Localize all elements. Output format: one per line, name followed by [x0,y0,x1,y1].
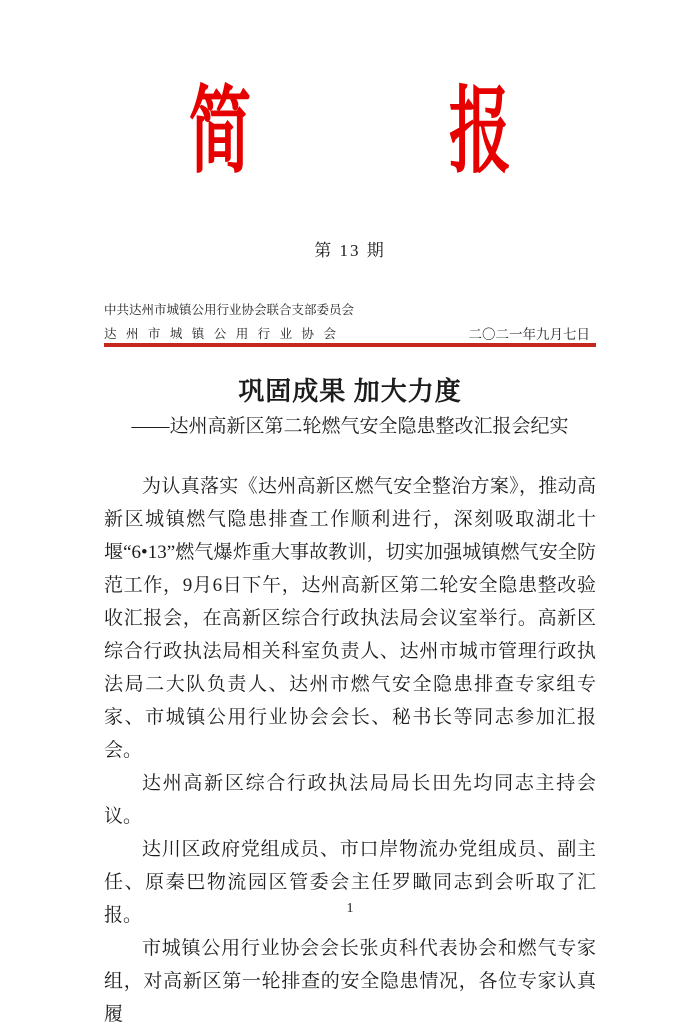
paragraph: 为认真落实《达州高新区燃气安全整治方案》，推动高新区城镇燃气隐患排查工作顺利进行，深刻吸取湖北十堰“6•13”燃气爆炸重大事故教训，切实加强城镇燃气安全防范工作，9月6日下午，达州高新区第二轮安全隐患整改验收汇报会，在高新区综合行政执法局会议室举行。高新区综合行政执法局相关科室负责人、达州市城市管理行政执法局二大队负责人、达州市燃气安全隐患排查专家组专家、市城镇公用行业协会会长、秘书长等同志参加汇报会。 [104,476,596,761]
divider-rule [104,343,596,347]
issue-number: 第 13 期 [314,241,386,260]
paragraph: 市城镇公用行业协会会长张贞科代表协会和燃气专家组，对高新区第一轮排查的安全隐患情况，各位专家认真履 [104,938,596,1025]
paragraph: 达州高新区综合行政执法局局长田先均同志主持会议。 [104,773,596,827]
paragraph: 达川区政府党组成员、市口岸物流办党组成员、副主任、原秦巴物流园区管委会主任罗瞰同志到会听取了汇报。 [104,839,596,926]
article-title: 巩固成果 加大力度 [238,377,462,406]
issue-date: 二〇二一年九月七日 [468,327,590,342]
org-line-2: 达州市城镇公用行业协会 [104,327,336,341]
article-subtitle: ——达州高新区第二轮燃气安全隐患整改汇报会纪实 [131,416,569,437]
page-number: 1 [346,901,354,916]
article-body [104,470,596,1031]
masthead-char-1: 简 [188,81,251,185]
masthead-char-2: 报 [449,81,512,185]
org-line-1: 中共达州市城镇公用行业协会联合支部委员会 [104,303,355,317]
masthead-title [0,81,700,185]
